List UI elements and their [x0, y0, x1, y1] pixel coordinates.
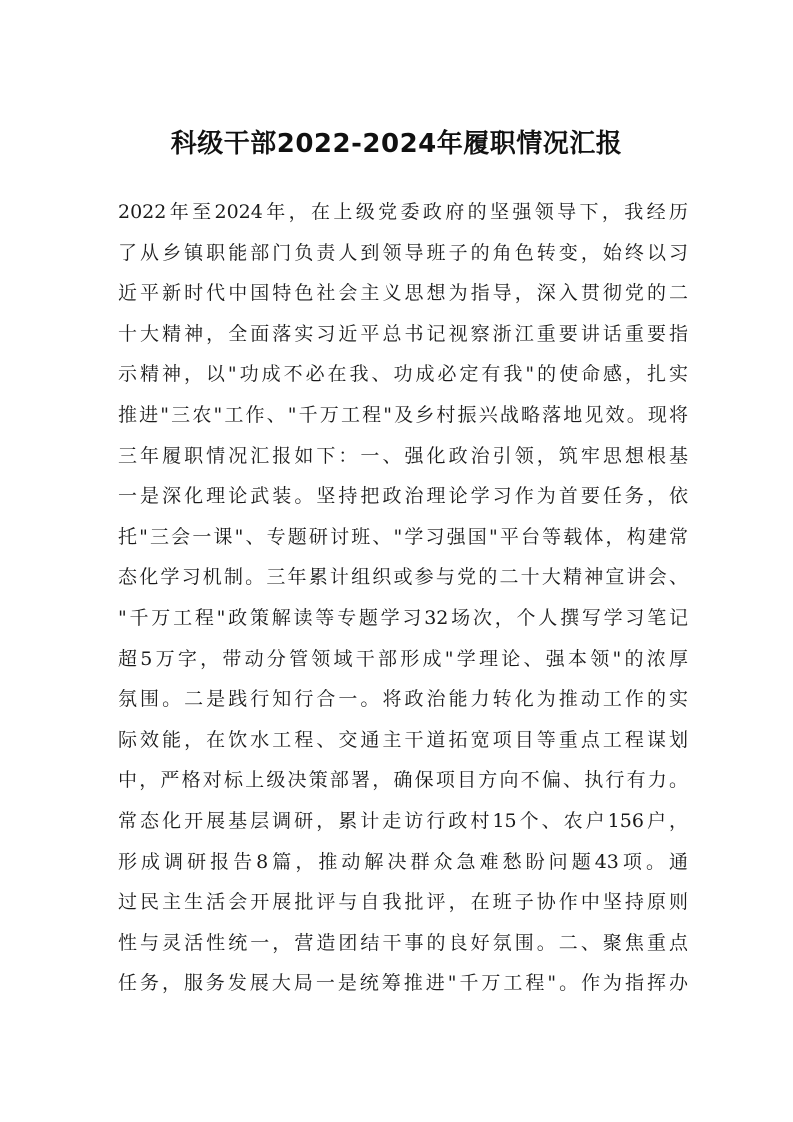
body-line: 推进"三农"工作、"千万工程"及乡村振兴战略落地见效。现将 — [118, 403, 688, 426]
body-line: 示精神，以"功成不必在我、功成必定有我"的使命感，扎实 — [118, 363, 688, 386]
body-line: 超5万字，带动分管领域干部形成"学理论、强本领"的浓厚 — [118, 647, 688, 670]
body-line: 任务，服务发展大局一是统筹推进"千万工程"。作为指挥办 — [118, 972, 688, 995]
body-line: 十大精神，全面落实习近平总书记视察浙江重要讲话重要指 — [118, 322, 688, 345]
body-line: 2022年至2024年，在上级党委政府的坚强领导下，我经历 — [118, 201, 688, 223]
body-line: 氛围。二是践行知行合一。将政治能力转化为推动工作的实 — [118, 688, 688, 711]
body-line: 态化学习机制。三年累计组织或参与党的二十大精神宣讲会、 — [118, 566, 688, 589]
body-line: 形成调研报告8篇，推动解决群众急难愁盼问题43项。通 — [118, 850, 688, 873]
body-line: "千万工程"政策解读等专题学习32场次，个人撰写学习笔记 — [118, 606, 688, 629]
body-line: 过民主生活会开展批评与自我批评，在班子协作中坚持原则 — [118, 891, 688, 914]
document-body — [118, 192, 688, 1004]
body-line: 际效能，在饮水工程、交通主干道拓宽项目等重点工程谋划 — [118, 728, 688, 751]
body-line: 常态化开展基层调研，累计走访行政村15个、农户156户， — [118, 809, 688, 832]
body-line: 一是深化理论武装。坚持把政治理论学习作为首要任务，依 — [118, 485, 688, 508]
body-line: 三年履职情况汇报如下：一、强化政治引领，筑牢思想根基 — [118, 444, 688, 467]
body-line: 中，严格对标上级决策部署，确保项目方向不偏、执行有力。 — [118, 769, 688, 792]
body-line: 了从乡镇职能部门负责人到领导班子的角色转变，始终以习 — [118, 241, 688, 264]
body-line: 性与灵活性统一，营造团结干事的良好氛围。二、聚焦重点 — [118, 931, 688, 954]
body-line: 托"三会一课"、专题研讨班、"学习强国"平台等载体，构建常 — [118, 525, 688, 548]
body-line: 近平新时代中国特色社会主义思想为指导，深入贯彻党的二 — [118, 282, 688, 305]
document-title: 科级干部2022-2024年履职情况汇报 — [170, 129, 623, 159]
